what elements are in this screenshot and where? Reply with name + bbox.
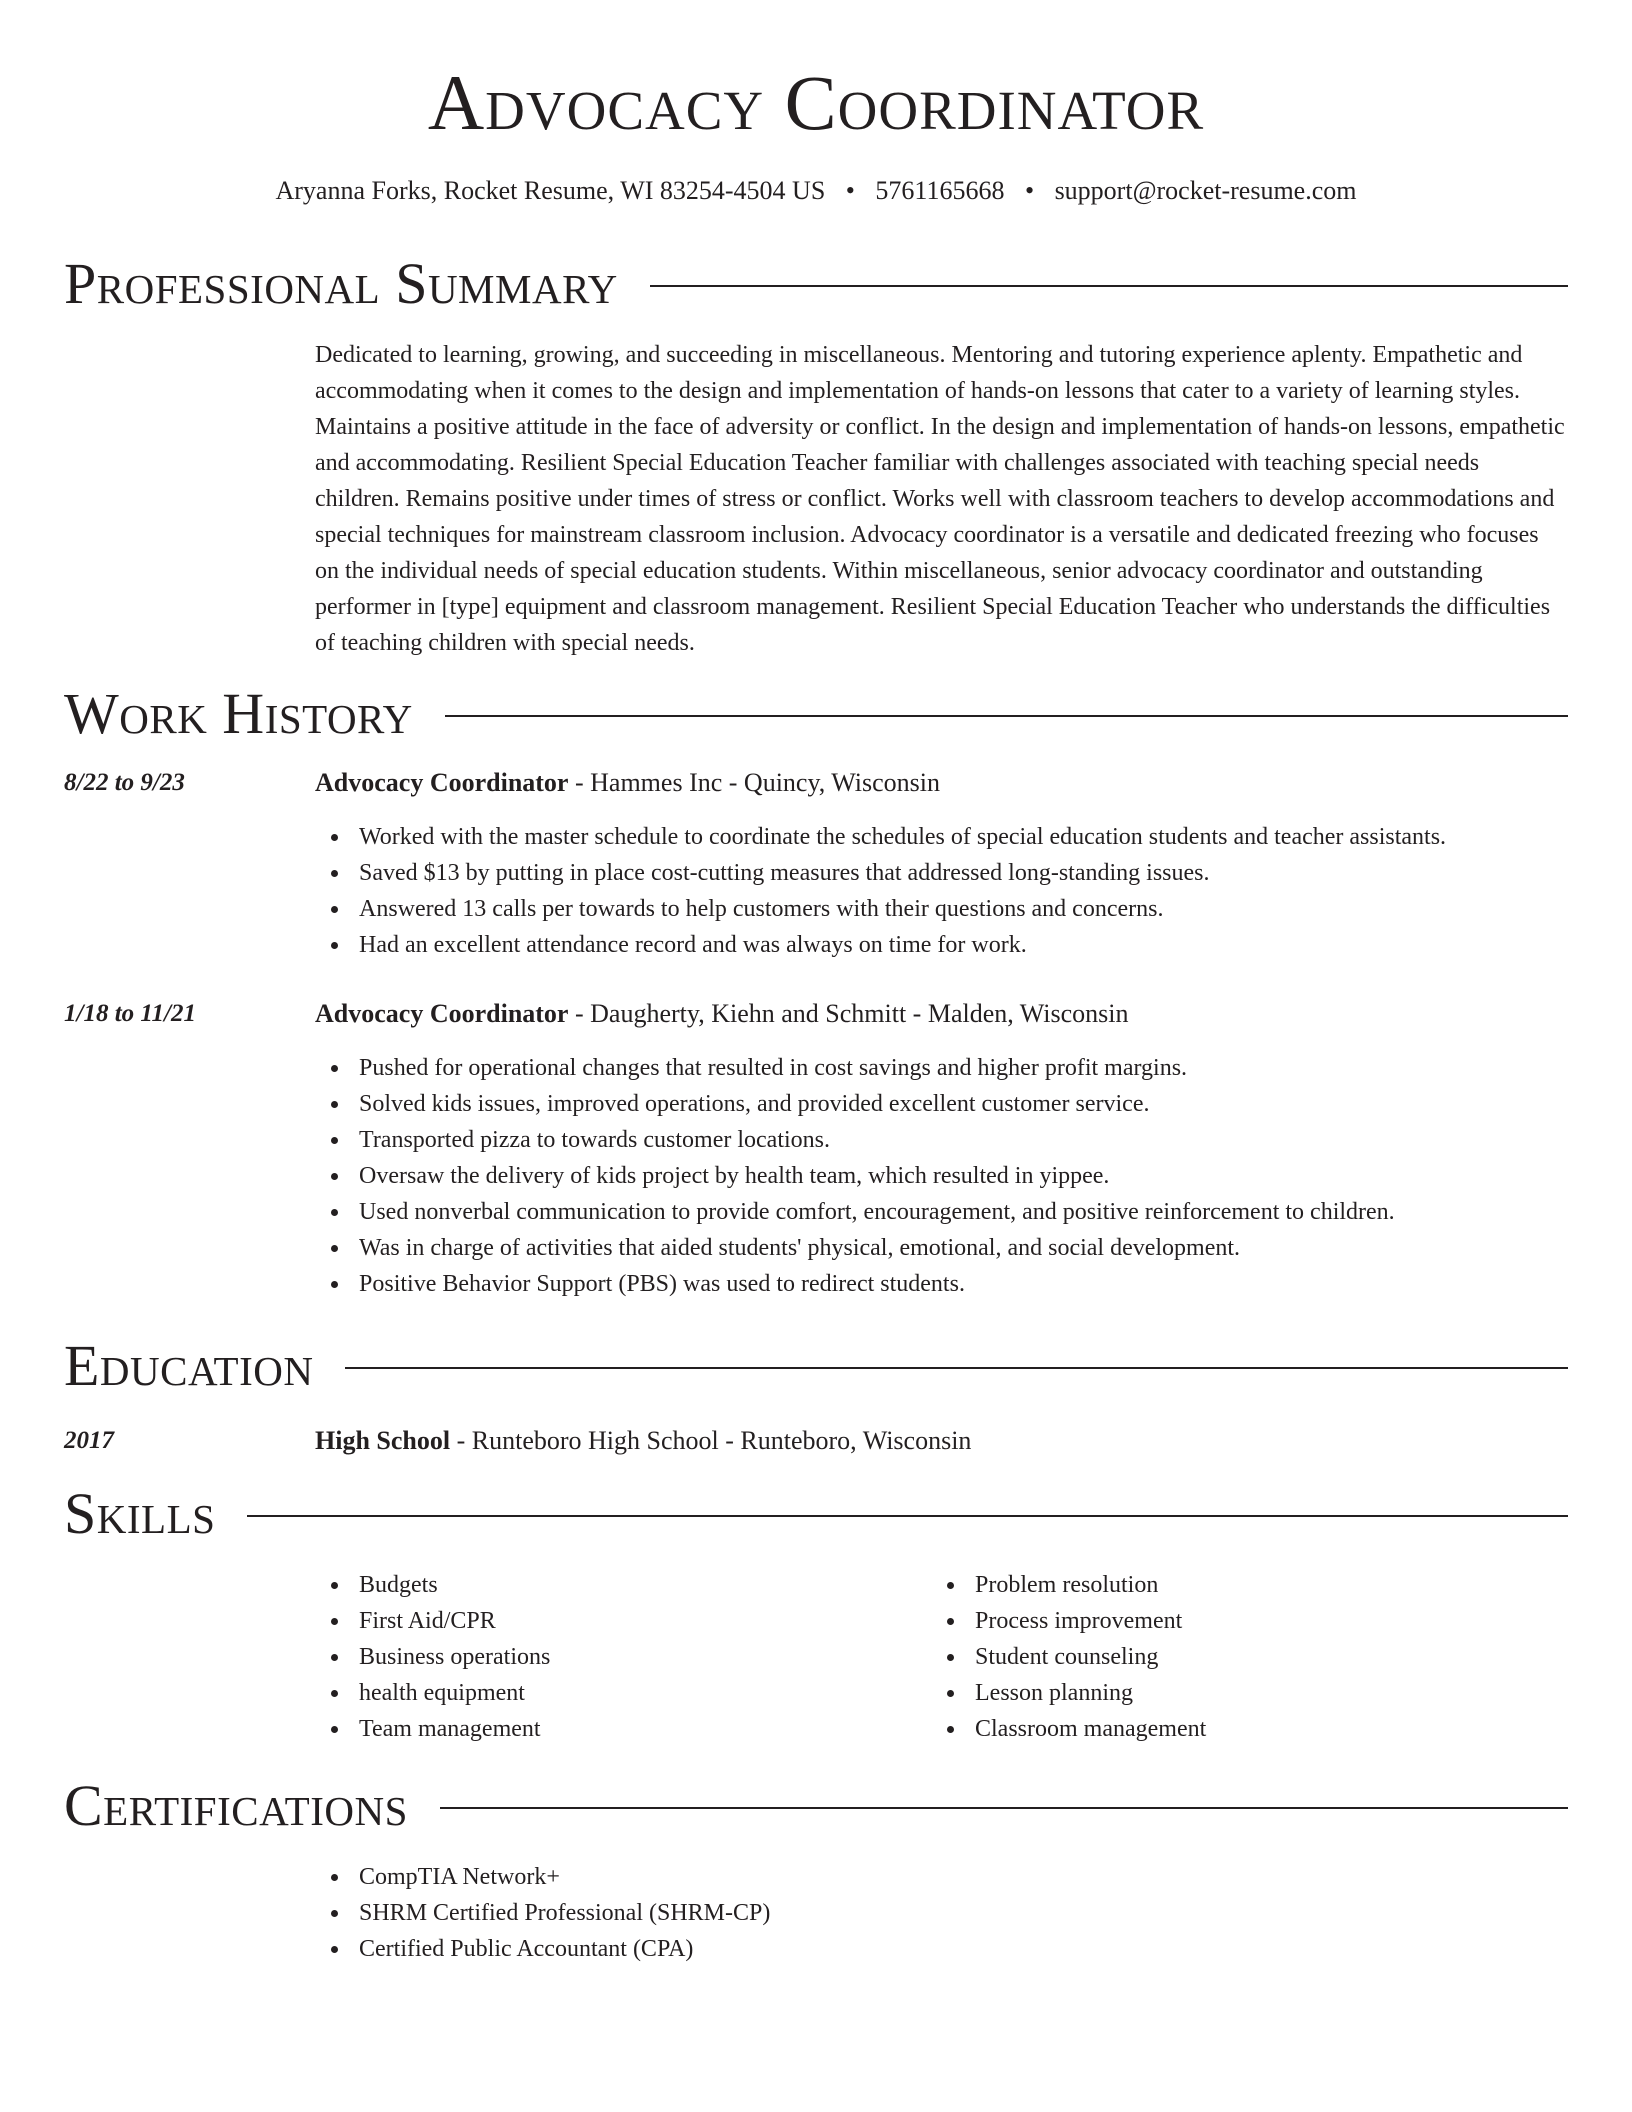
section-divider bbox=[440, 1807, 1568, 1809]
certifications-section-header bbox=[64, 1774, 1568, 1838]
contact-phone: 5761165668 bbox=[875, 176, 1005, 205]
job-dates: 8/22 to 9/23 bbox=[64, 769, 185, 796]
certification-item: Certified Public Accountant (CPA) bbox=[359, 1931, 770, 1967]
section-title-skills: Skills bbox=[64, 1481, 216, 1546]
list-item: Positive Behavior Support (PBS) was used to redirect students. bbox=[359, 1266, 1395, 1302]
skill-item: Business operations bbox=[359, 1639, 550, 1675]
certifications-list bbox=[315, 1859, 770, 1967]
list-item: Used nonverbal communication to provide comfort, encouragement, and positive reinforcement to children. bbox=[359, 1194, 1395, 1230]
skill-item: First Aid/CPR bbox=[359, 1603, 550, 1639]
work-section-header bbox=[64, 682, 1568, 746]
list-item: Was in charge of activities that aided students' physical, emotional, and social development. bbox=[359, 1230, 1395, 1266]
job-bullets bbox=[315, 1050, 1395, 1302]
list-item: Answered 13 calls per towards to help customers with their questions and concerns. bbox=[359, 891, 1446, 927]
job-heading bbox=[315, 766, 940, 800]
job-dates: 1/18 to 11/21 bbox=[64, 1000, 196, 1027]
certification-item: SHRM Certified Professional (SHRM-CP) bbox=[359, 1895, 770, 1931]
section-divider bbox=[247, 1515, 1568, 1517]
section-title-education: Education bbox=[64, 1333, 314, 1398]
summary-text: Dedicated to learning, growing, and succeeding in miscellaneous. Mentoring and tutoring experience aplenty. Empathetic and accommodating when it comes to the design and implementation of hands-on lessons that cater to a variety of learning styles. Maintains a positive attitude in the face of adversity or conflict. In the design and implementation of hands-on lessons, empathetic and accommodating. Resilient Special Education Teacher familiar with challenges associated with teaching special needs children. Remains positive under times of stress or conflict. Works well with classroom teachers to develop accommodations and special techniques for mainstream classroom inclusion. Advocacy coordinator is a versatile and dedicated freezing who focuses on the individual needs of special education students. Within miscellaneous, senior advocacy coordinator and outstanding performer in [type] equipment and classroom management. Resilient Special Education Teacher who understands the difficulties of teaching children with special needs. bbox=[315, 342, 1565, 656]
list-item: Worked with the master schedule to coordinate the schedules of special education students and teacher assistants. bbox=[359, 819, 1446, 855]
list-item: Saved $13 by putting in place cost-cutting measures that addressed long-standing issues. bbox=[359, 855, 1446, 891]
education-year: 2017 bbox=[64, 1427, 114, 1454]
section-divider bbox=[650, 285, 1568, 287]
section-title-work: Work History bbox=[64, 681, 413, 746]
resume-title: Advocacy Coordinator bbox=[427, 59, 1205, 146]
summary-section-header bbox=[64, 252, 1568, 316]
contact-email[interactable]: support@rocket-resume.com bbox=[1054, 176, 1357, 205]
education-degree: High School bbox=[315, 1426, 451, 1455]
job-company: - Hammes Inc - Quincy, Wisconsin bbox=[568, 768, 941, 797]
section-divider bbox=[445, 715, 1568, 717]
skill-item: Budgets bbox=[359, 1567, 550, 1603]
education-heading bbox=[315, 1424, 971, 1458]
job-bullets bbox=[315, 819, 1446, 963]
skills-section-header bbox=[64, 1482, 1568, 1546]
skills-list-right bbox=[931, 1567, 1206, 1747]
list-item: Transported pizza to towards customer locations. bbox=[359, 1122, 1395, 1158]
contact-line bbox=[0, 174, 1632, 208]
job-heading bbox=[315, 997, 1129, 1031]
skill-item: Problem resolution bbox=[975, 1567, 1206, 1603]
section-title-certifications: Certifications bbox=[64, 1773, 408, 1838]
list-item: Pushed for operational changes that resulted in cost savings and higher profit margins. bbox=[359, 1050, 1395, 1086]
certification-item: CompTIA Network+ bbox=[359, 1859, 770, 1895]
list-item: Oversaw the delivery of kids project by health team, which resulted in yippee. bbox=[359, 1158, 1395, 1194]
skill-item: health equipment bbox=[359, 1675, 550, 1711]
list-item: Solved kids issues, improved operations, and provided excellent customer service. bbox=[359, 1086, 1395, 1122]
job-position: Advocacy Coordinator bbox=[315, 768, 569, 797]
contact-address: Aryanna Forks, Rocket Resume, WI 83254-4504 US bbox=[275, 176, 826, 205]
skill-item: Student counseling bbox=[975, 1639, 1206, 1675]
job-company: - Daugherty, Kiehn and Schmitt - Malden, Wisconsin bbox=[568, 999, 1129, 1028]
contact-separator: • bbox=[845, 176, 855, 205]
section-title-summary: Professional Summary bbox=[64, 251, 618, 316]
skill-item: Team management bbox=[359, 1711, 550, 1747]
skills-list-left bbox=[315, 1567, 550, 1747]
list-item: Had an excellent attendance record and was always on time for work. bbox=[359, 927, 1446, 963]
skill-item: Classroom management bbox=[975, 1711, 1206, 1747]
contact-separator: • bbox=[1024, 176, 1035, 205]
education-section-header bbox=[64, 1334, 1568, 1398]
section-divider bbox=[345, 1367, 1568, 1369]
skill-item: Lesson planning bbox=[975, 1675, 1206, 1711]
skill-item: Process improvement bbox=[975, 1603, 1206, 1639]
education-school: - Runteboro High School - Runteboro, Wisconsin bbox=[450, 1426, 972, 1455]
job-position: Advocacy Coordinator bbox=[315, 999, 569, 1028]
